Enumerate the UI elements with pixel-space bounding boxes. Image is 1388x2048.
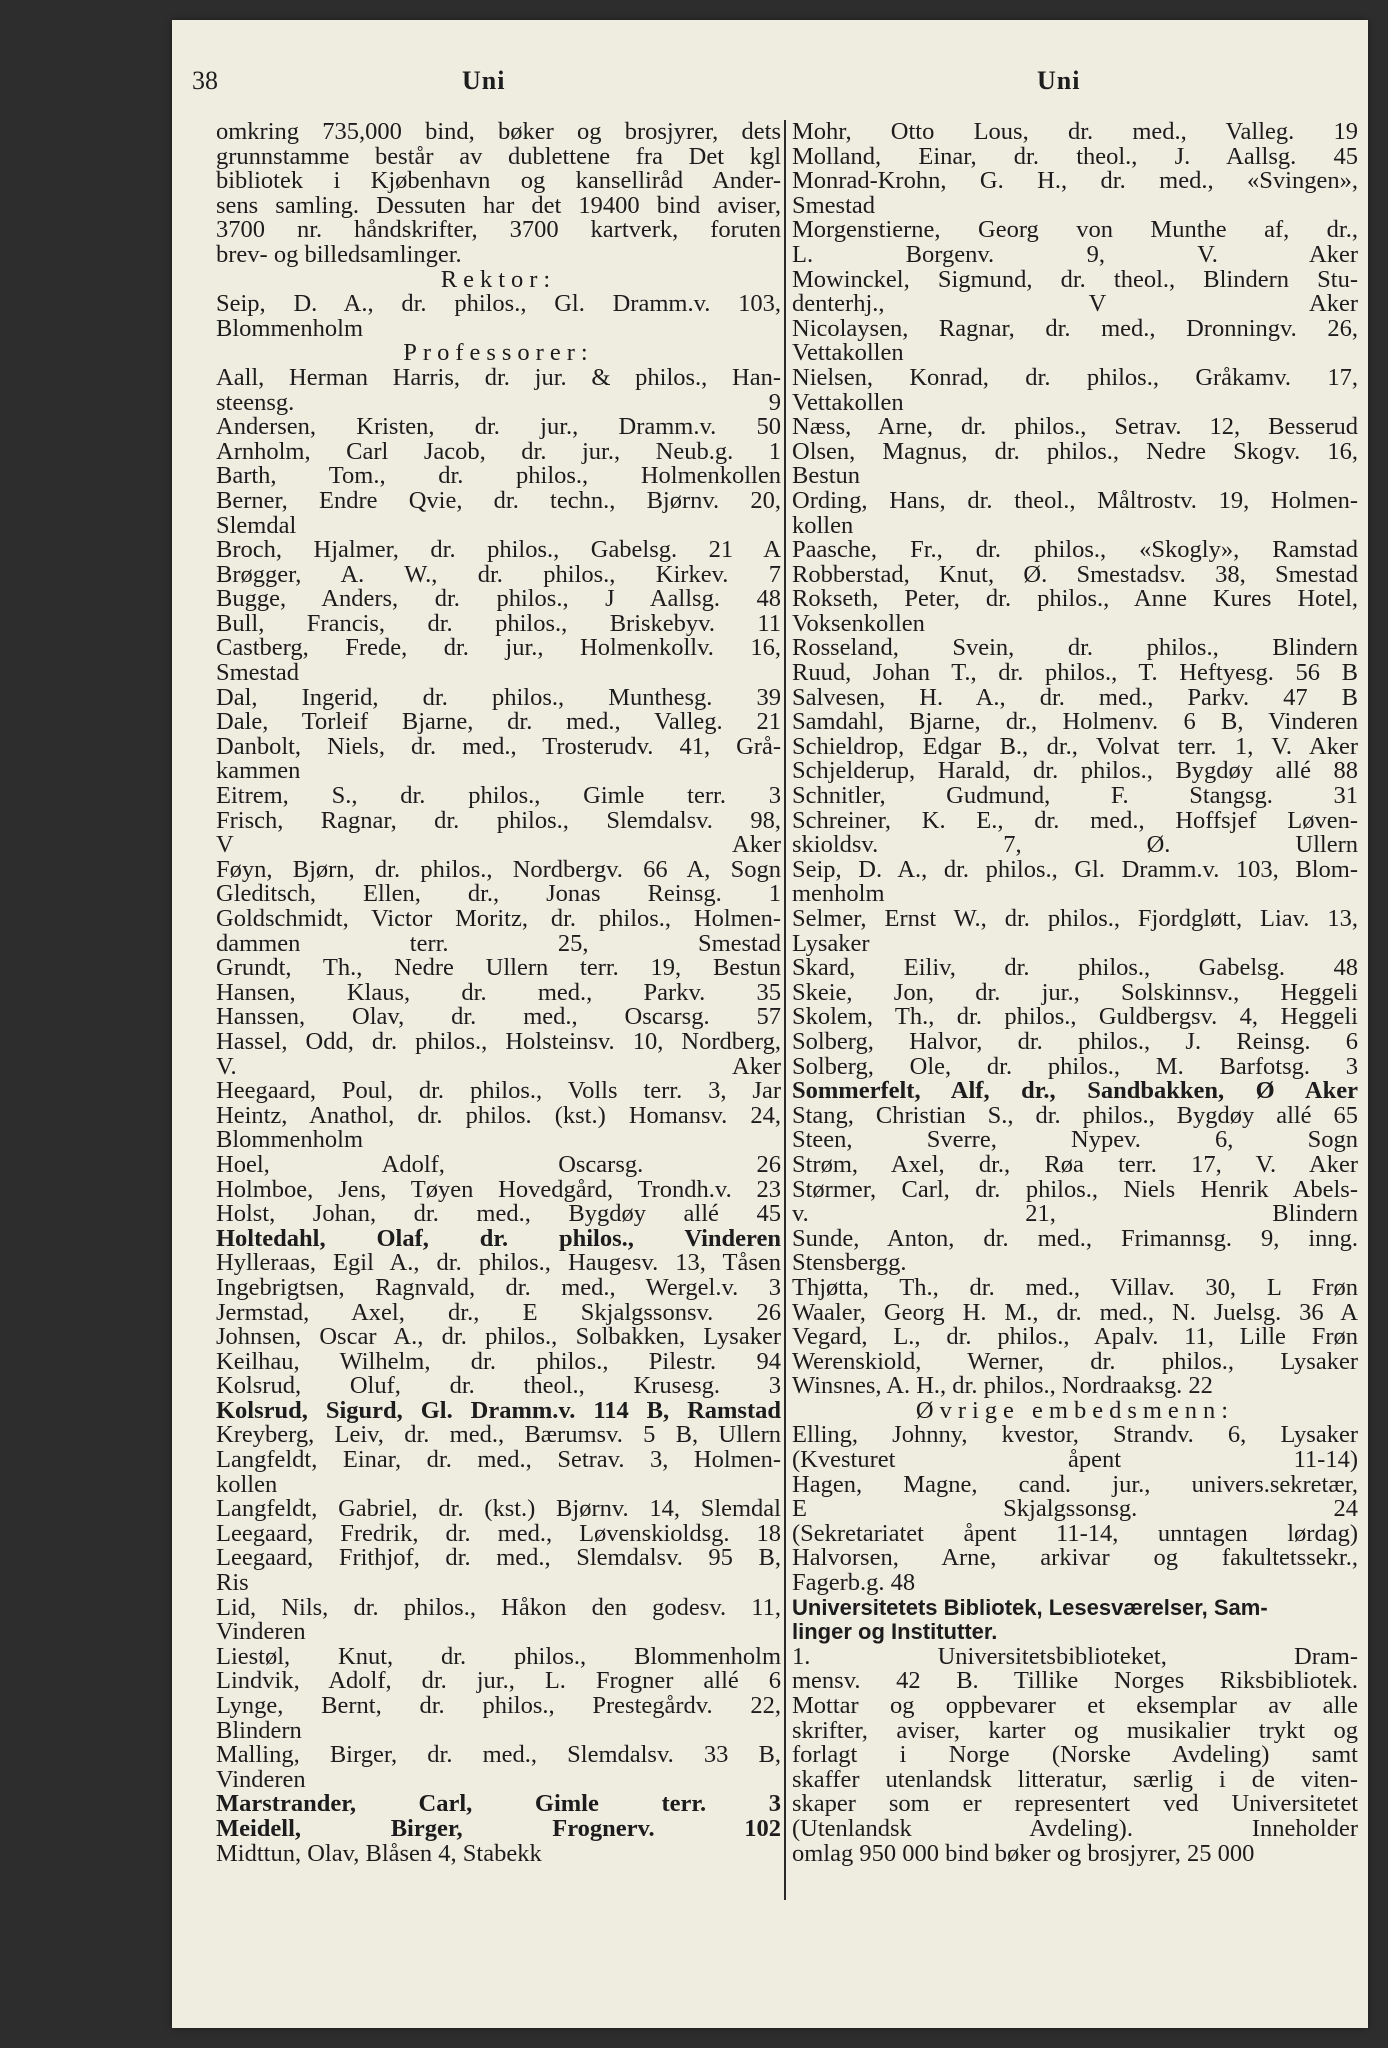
page-header	[192, 66, 1348, 106]
directory-line: Ris	[216, 1571, 249, 1596]
library-line: skrifter, aviser, karter og musikalier trykt og	[792, 1718, 1358, 1744]
directory-line: Vinderen	[216, 1620, 306, 1645]
directory-line: Danbolt, Niels, dr. med., Trosterudv. 41, Grå-	[216, 734, 781, 760]
directory-line: Hylleraas, Egil A., dr. philos., Haugesv. 13, Tåsen	[216, 1251, 781, 1276]
professor-list	[216, 366, 781, 1866]
directory-line: Kolsrud, Sigurd, Gl. Dramm.v. 114 B, Ramstad	[216, 1398, 781, 1424]
column-divider	[784, 120, 786, 1900]
directory-line: Hassel, Odd, dr. philos., Holsteinsv. 10, Nordberg,	[216, 1029, 781, 1055]
directory-line: Johnsen, Oscar A., dr. philos., Solbakken, Lysaker	[216, 1325, 781, 1350]
directory-line: Hansen, Klaus, dr. med., Parkv. 35	[216, 980, 781, 1006]
library-line: 1. Universitetsbiblioteket, Dram-	[792, 1644, 1358, 1670]
directory-line: Solberg, Ole, dr. philos., M. Barfotsg. 3	[792, 1054, 1358, 1080]
library-line: mensv. 42 B. Tillike Norges Riksbibliotek.	[792, 1669, 1358, 1694]
directory-line: Lindvik, Adolf, dr. jur., L. Frogner allé 6	[216, 1669, 781, 1694]
library-line: Mottar og oppbevarer et eksemplar av alle	[792, 1694, 1358, 1719]
rektor-line: Blommenholm	[216, 316, 363, 342]
left-column	[216, 120, 781, 1866]
directory-line: Stang, Christian S., dr. philos., Bygdøy allé 65	[792, 1103, 1358, 1129]
directory-line: Morgenstierne, Georg von Munthe af, dr.,	[792, 218, 1358, 243]
ovrige-heading: Øvrige embedsmenn:	[915, 1396, 1235, 1424]
rektor-line: Seip, D. A., dr. philos., Gl. Dramm.v. 103,	[216, 292, 781, 317]
ovrige-list	[792, 1423, 1358, 1595]
directory-line: Mohr, Otto Lous, dr. med., Valleg. 19	[792, 120, 1358, 145]
directory-line: Monrad-Krohn, G. H., dr. med., «Svingen»,	[792, 169, 1358, 194]
ovrige-line: E Skjalgssonsg. 24	[792, 1497, 1358, 1522]
directory-line: Heintz, Anathol, dr. philos. (kst.) Homansv. 24,	[216, 1103, 781, 1129]
directory-line: Lynge, Bernt, dr. philos., Prestegårdv. 22,	[216, 1694, 781, 1719]
directory-line: dammen terr. 25, Smestad	[216, 931, 781, 957]
directory-line: Skolem, Th., dr. philos., Guldbergsv. 4, Heggeli	[792, 1005, 1358, 1030]
directory-line: kammen	[216, 759, 301, 785]
directory-line: Hanssen, Olav, dr. med., Oscarsg. 57	[216, 1005, 781, 1030]
directory-line: Arnholm, Carl Jacob, dr. jur., Neub.g. 1	[216, 439, 781, 465]
directory-line: Aall, Herman Harris, dr. jur. & philos., Han-	[216, 365, 781, 391]
directory-line: kollen	[792, 513, 854, 539]
directory-line: Næss, Arne, dr. philos., Setrav. 12, Besserud	[792, 415, 1358, 440]
directory-line: Barth, Tom., dr. philos., Holmenkollen	[216, 464, 781, 489]
directory-line: Holtedahl, Olaf, dr. philos., Vinderen	[216, 1226, 781, 1252]
directory-line: Winsnes, A. H., dr. philos., Nordraaksg. 22	[792, 1374, 1213, 1399]
directory-line: Waaler, Georg H. M., dr. med., N. Juelsg. 36 A	[792, 1300, 1358, 1326]
ovrige-line: (Kvesturet åpent 11-14)	[792, 1448, 1358, 1473]
directory-line: Bestun	[792, 464, 861, 489]
directory-line: Marstrander, Carl, Gimle terr. 3	[216, 1792, 781, 1817]
directory-line: Olsen, Magnus, dr. philos., Nedre Skogv. 16,	[792, 439, 1358, 465]
section-title-line-2: linger og Institutter.	[792, 1619, 998, 1645]
rektor-list	[216, 292, 781, 341]
directory-line: Vettakollen	[792, 341, 904, 366]
intro-line: 3700 nr. håndskrifter, 3700 kartverk, foruten	[216, 218, 781, 243]
directory-line: V Aker	[216, 833, 781, 858]
directory-line: Kolsrud, Oluf, dr. theol., Krusesg. 3	[216, 1374, 781, 1399]
directory-line: Bull, Francis, dr. philos., Briskebyv. 11	[216, 611, 781, 637]
directory-line: Rosseland, Svein, dr. philos., Blindern	[792, 636, 1358, 662]
directory-line: Broch, Hjalmer, dr. philos., Gabelsg. 21 A	[216, 538, 781, 563]
directory-line: denterhj., V Aker	[792, 292, 1358, 317]
directory-line: Dale, Torleif Bjarne, dr. med., Valleg. 21	[216, 710, 781, 735]
directory-line: Frisch, Ragnar, dr. philos., Slemdalsv. 98,	[216, 808, 781, 834]
directory-line: Heegaard, Poul, dr. philos., Volls terr. 3, Jar	[216, 1079, 781, 1104]
ovrige-line: Halvorsen, Arne, arkivar og fakultetssekr.,	[792, 1546, 1358, 1572]
intro-line: omkring 735,000 bind, bøker og brosjyrer, dets	[216, 120, 781, 145]
directory-line: Voksenkollen	[792, 611, 925, 637]
directory-line: Rokseth, Peter, dr. philos., Anne Kures Hotel,	[792, 587, 1358, 612]
directory-line: Nicolaysen, Ragnar, dr. med., Dronningv. 26,	[792, 316, 1358, 342]
directory-line: v. 21, Blindern	[792, 1202, 1358, 1227]
library-description	[792, 1645, 1358, 1866]
intro-line: grunnstamme består av dublettene fra Det kgl	[216, 144, 781, 170]
directory-line: kollen	[216, 1472, 278, 1498]
ovrige-line: (Sekretariatet åpent 11-14, unntagen lørdag)	[792, 1521, 1358, 1547]
directory-line: Ruud, Johan T., dr. philos., T. Heftyesg. 56 B	[792, 661, 1358, 686]
library-line: (Utenlandsk Avdeling). Inneholder	[792, 1816, 1358, 1842]
directory-line: Strøm, Axel, dr., Røa terr. 17, V. Aker	[792, 1152, 1358, 1178]
directory-line: Salvesen, H. A., dr. med., Parkv. 47 B	[792, 685, 1358, 711]
directory-line: Blommenholm	[216, 1128, 363, 1153]
directory-line: Berner, Endre Qvie, dr. techn., Bjørnv. 20,	[216, 488, 781, 514]
directory-line: Slemdal	[216, 513, 297, 539]
directory-line: Goldschmidt, Victor Moritz, dr. philos., Holmen-	[216, 907, 781, 932]
left-running-title: Uni	[462, 66, 506, 95]
directory-line: Smestad	[792, 193, 876, 219]
directory-line: Robberstad, Knut, Ø. Smestadsv. 38, Smestad	[792, 562, 1358, 588]
intro-paragraph	[216, 120, 781, 268]
directory-line: Schreiner, K. E., dr. med., Hoffsjef Løven-	[792, 808, 1358, 834]
directory-line: Midttun, Olav, Blåsen 4, Stabekk	[216, 1841, 542, 1867]
directory-line: Seip, D. A., dr. philos., Gl. Dramm.v. 103, Blom-	[792, 857, 1358, 883]
directory-line: Størmer, Carl, dr. philos., Niels Henrik Abels-	[792, 1177, 1358, 1203]
directory-line: Keilhau, Wilhelm, dr. philos., Pilestr. 94	[216, 1349, 781, 1375]
page-number: 38	[192, 66, 218, 95]
directory-line: Blindern	[216, 1718, 302, 1744]
intro-line: sens samling. Dessuten har det 19400 bind aviser,	[216, 193, 781, 219]
directory-line: Liestøl, Knut, dr. philos., Blommenholm	[216, 1644, 781, 1670]
directory-line: menholm	[792, 882, 885, 907]
directory-line: Føyn, Bjørn, dr. philos., Nordbergv. 66 A, Sogn	[216, 857, 781, 883]
book-page	[172, 20, 1368, 2028]
directory-line: Mowinckel, Sigmund, dr. theol., Blindern Stu-	[792, 267, 1358, 293]
directory-line: Nielsen, Konrad, dr. philos., Gråkamv. 17,	[792, 365, 1358, 391]
directory-line: Ingebrigtsen, Ragnvald, dr. med., Wergel.v. 3	[216, 1275, 781, 1301]
ovrige-line: Hagen, Magne, cand. jur., univers.sekretær,	[792, 1472, 1358, 1498]
directory-line: Skard, Eiliv, dr. philos., Gabelsg. 48	[792, 956, 1358, 981]
rektor-heading: Rektor:	[440, 265, 557, 293]
directory-line: V. Aker	[216, 1054, 781, 1080]
directory-line: Dal, Ingerid, dr. philos., Munthesg. 39	[216, 685, 781, 711]
directory-line: Selmer, Ernst W., dr. philos., Fjordgløtt, Liav. 13,	[792, 907, 1358, 932]
directory-line: Vinderen	[216, 1767, 306, 1793]
right-column	[792, 120, 1358, 1866]
directory-line: Werenskiold, Werner, dr. philos., Lysaker	[792, 1349, 1358, 1375]
directory-line: L. Borgenv. 9, V. Aker	[792, 242, 1358, 268]
directory-line: Andersen, Kristen, dr. jur., Dramm.v. 50	[216, 415, 781, 440]
directory-line: Solberg, Halvor, dr. philos., J. Reinsg. 6	[792, 1029, 1358, 1055]
directory-line: Castberg, Frede, dr. jur., Holmenkollv. 16,	[216, 636, 781, 662]
directory-line: Leegaard, Fredrik, dr. med., Løvenskioldsg. 18	[216, 1521, 781, 1547]
directory-line: Schnitler, Gudmund, F. Stangsg. 31	[792, 784, 1358, 809]
directory-line: Holst, Johan, dr. med., Bygdøy allé 45	[216, 1202, 781, 1227]
directory-line: Langfeldt, Gabriel, dr. (kst.) Bjørnv. 14, Slemdal	[216, 1497, 781, 1522]
directory-line: Gleditsch, Ellen, dr., Jonas Reinsg. 1	[216, 882, 781, 907]
directory-line: Leegaard, Frithjof, dr. med., Slemdalsv. 95 B,	[216, 1546, 781, 1572]
directory-line: Kreyberg, Leiv, dr. med., Bærumsv. 5 B, Ullern	[216, 1423, 781, 1449]
directory-line: Jermstad, Axel, dr., E Skjalgssonsv. 26	[216, 1300, 781, 1326]
library-line: skaffer utenlandsk litteratur, særlig i de viten-	[792, 1767, 1358, 1793]
directory-line: Holmboe, Jens, Tøyen Hovedgård, Trondh.v. 23	[216, 1177, 781, 1203]
directory-line: Grundt, Th., Nedre Ullern terr. 19, Bestun	[216, 956, 781, 981]
directory-line: Hoel, Adolf, Oscarsg. 26	[216, 1152, 781, 1178]
directory-line: Steen, Sverre, Nypev. 6, Sogn	[792, 1128, 1358, 1153]
directory-line: Brøgger, A. W., dr. philos., Kirkev. 7	[216, 562, 781, 588]
directory-line: Schieldrop, Edgar B., dr., Volvat terr. 1, V. Aker	[792, 734, 1358, 760]
directory-line: Stensbergg.	[792, 1251, 907, 1276]
directory-line: Molland, Einar, dr. theol., J. Aallsg. 45	[792, 144, 1358, 170]
directory-line: Skeie, Jon, dr. jur., Solskinnsv., Heggeli	[792, 980, 1358, 1006]
library-line: skaper som er representert ved Universitetet	[792, 1792, 1358, 1817]
ovrige-line: Fagerb.g. 48	[792, 1571, 916, 1596]
intro-line: brev- og billedsamlinger.	[216, 242, 462, 268]
directory-line: Bugge, Anders, dr. philos., J Aallsg. 48	[216, 587, 781, 612]
directory-line: Eitrem, S., dr. philos., Gimle terr. 3	[216, 784, 781, 809]
directory-line: Schjelderup, Harald, dr. philos., Bygdøy allé 88	[792, 759, 1358, 785]
directory-line: Paasche, Fr., dr. philos., «Skogly», Ramstad	[792, 538, 1358, 563]
intro-line: bibliotek i Kjøbenhavn og kanselliråd Ander-	[216, 169, 781, 194]
library-line: forlagt i Norge (Norske Avdeling) samt	[792, 1743, 1358, 1768]
directory-line: Lysaker	[792, 931, 870, 957]
directory-line: Smestad	[216, 661, 300, 686]
library-line: omlag 950 000 bind bøker og brosjyrer, 25 000	[792, 1841, 1255, 1867]
directory-line: Ording, Hans, dr. theol., Måltrostv. 19, Holmen-	[792, 488, 1358, 514]
directory-line: Vegard, L., dr. philos., Apalv. 11, Lille Frøn	[792, 1325, 1358, 1350]
directory-line: Vettakollen	[792, 390, 904, 416]
right-running-title: Uni	[1037, 66, 1081, 95]
professorer-heading: Professorer:	[403, 339, 594, 367]
directory-line: skioldsv. 7, Ø. Ullern	[792, 833, 1358, 858]
directory-line: Langfeldt, Einar, dr. med., Setrav. 3, Holmen-	[216, 1448, 781, 1473]
directory-line: Samdahl, Bjarne, dr., Holmenv. 6 B, Vinderen	[792, 710, 1358, 735]
professor-list-continued	[792, 120, 1358, 1399]
directory-line: Sommerfelt, Alf, dr., Sandbakken, Ø Aker	[792, 1079, 1358, 1104]
directory-line: Thjøtta, Th., dr. med., Villav. 30, L Frøn	[792, 1275, 1358, 1301]
directory-line: steensg. 9	[216, 390, 781, 416]
section-title-line-1: Universitetets Bibliotek, Lesesværelser, Sam-	[792, 1594, 1268, 1620]
directory-line: Meidell, Birger, Frognerv. 102	[216, 1816, 781, 1842]
directory-line: Malling, Birger, dr. med., Slemdalsv. 33 B,	[216, 1743, 781, 1768]
ovrige-line: Elling, Johnny, kvestor, Strandv. 6, Lysaker	[792, 1423, 1358, 1449]
directory-line: Sunde, Anton, dr. med., Frimannsg. 9, inng.	[792, 1226, 1358, 1252]
directory-line: Lid, Nils, dr. philos., Håkon den godesv. 11,	[216, 1595, 781, 1621]
